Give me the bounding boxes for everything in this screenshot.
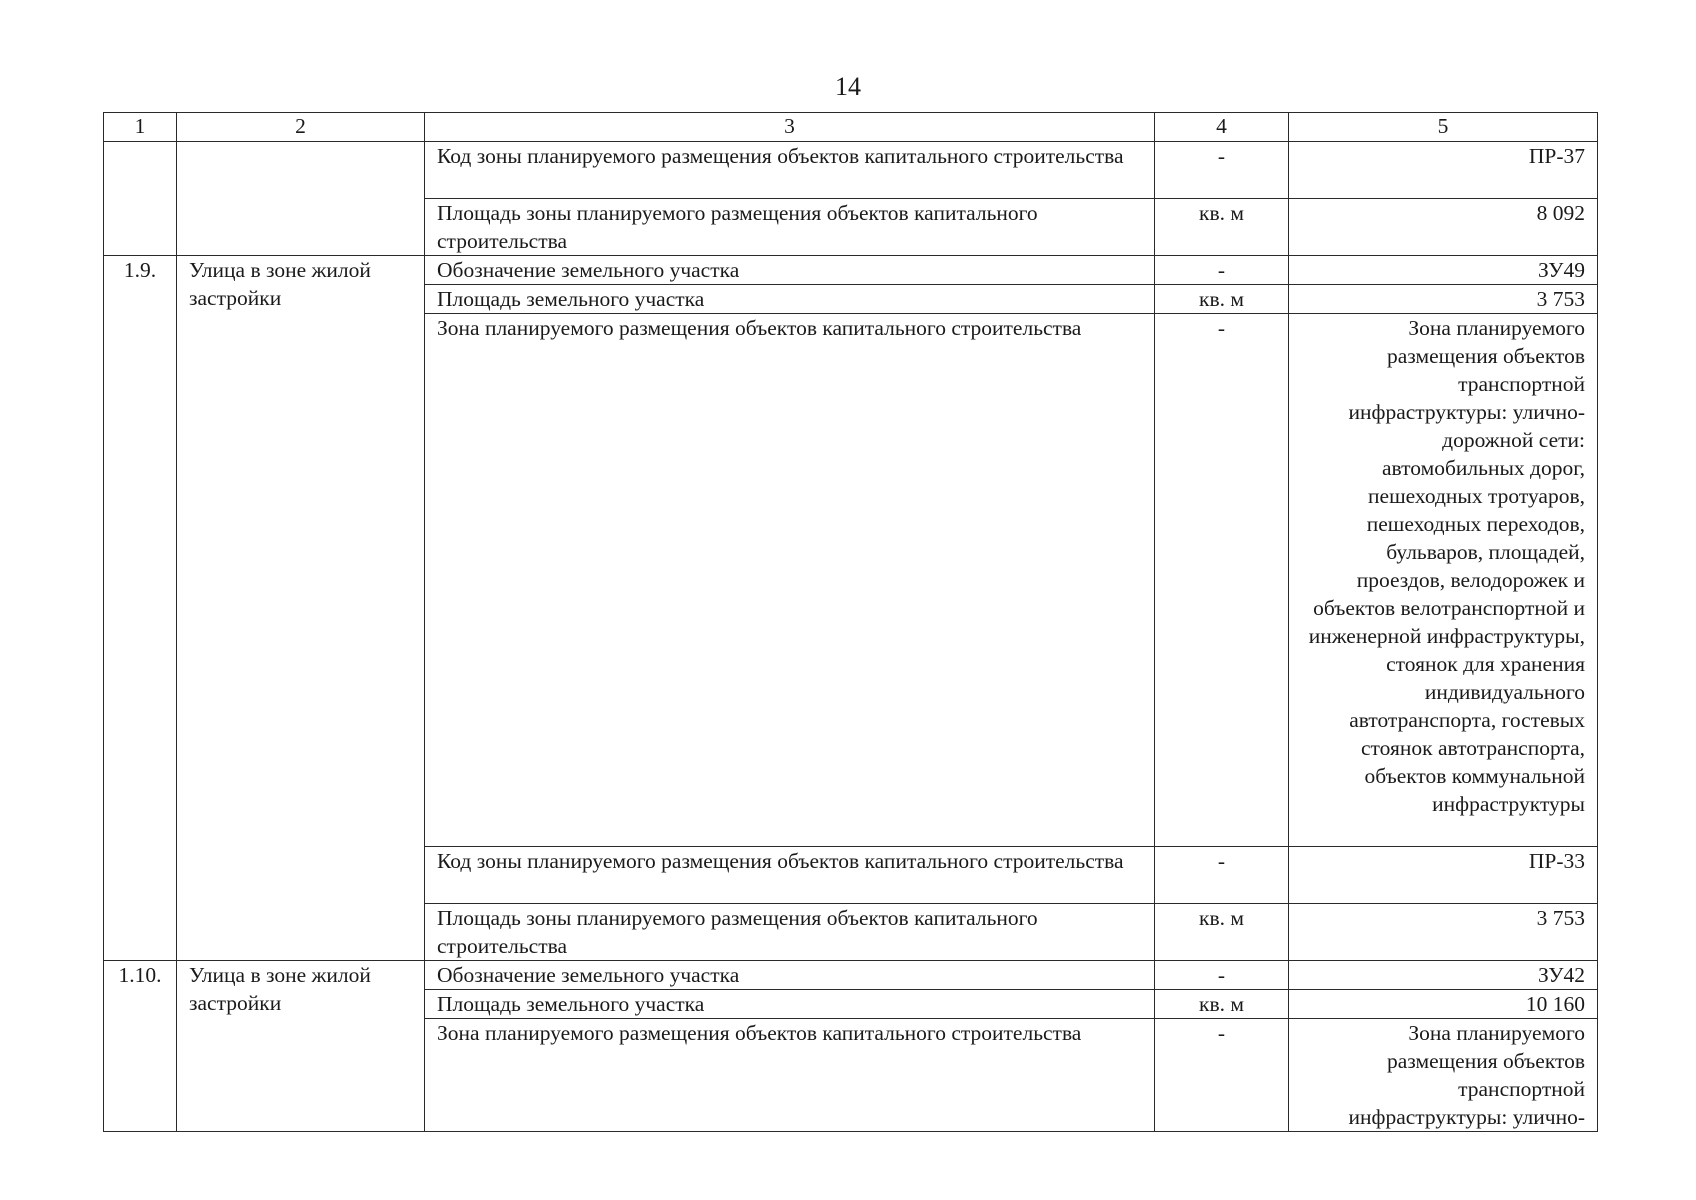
unit-cell: - [1155, 1019, 1289, 1132]
parameter-cell: Площадь зоны планируемого размещения объектов капитального строительства [425, 904, 1155, 961]
value-cell: ПР-33 [1289, 847, 1598, 904]
parameter-cell: Площадь земельного участка [425, 990, 1155, 1019]
value-cell: 3 753 [1289, 904, 1598, 961]
parameter-cell: Площадь зоны планируемого размещения объектов капитального строительства [425, 199, 1155, 256]
parameter-cell: Зона планируемого размещения объектов капитального строительства [425, 314, 1155, 847]
unit-cell: - [1155, 314, 1289, 847]
parameter-cell: Обозначение земельного участка [425, 961, 1155, 990]
parameter-cell: Обозначение земельного участка [425, 256, 1155, 285]
page-number: 14 [835, 72, 861, 101]
unit-cell: - [1155, 847, 1289, 904]
unit-cell: кв. м [1155, 285, 1289, 314]
value-cell: ЗУ42 [1289, 961, 1598, 990]
item-number-cell: 1.9. [104, 256, 177, 961]
value-cell: Зона планируемого размещения объектов транспортной инфраструктуры: улично-дорожной сети: автомобильных дорог, пешеходных тротуаров, пешеходных переходов, бульваров, площадей, проездов, велодорожек и объектов велотранспортной и инженерной инфраструктуры, стоянок для хранения индивидуального автотранспорта, гостевых стоянок автотранспорта, объектов коммунальной инфраструктуры [1289, 314, 1598, 847]
table-row [104, 961, 1598, 990]
column-header-3: 3 [425, 113, 1155, 142]
parameter-cell: Площадь земельного участка [425, 285, 1155, 314]
item-name-cell: Улица в зоне жилой застройки [177, 961, 425, 1132]
value-cell: ЗУ49 [1289, 256, 1598, 285]
table-row [104, 256, 1598, 285]
table-row [104, 142, 1598, 199]
parameters-table [103, 112, 1598, 1132]
value-cell: 10 160 [1289, 990, 1598, 1019]
unit-cell: - [1155, 142, 1289, 199]
column-header-2: 2 [177, 113, 425, 142]
value-cell: ПР-37 [1289, 142, 1598, 199]
column-header-5: 5 [1289, 113, 1598, 142]
unit-cell: кв. м [1155, 904, 1289, 961]
unit-cell: кв. м [1155, 199, 1289, 256]
value-cell: 8 092 [1289, 199, 1598, 256]
table-header-row [104, 113, 1598, 142]
item-number-cell: 1.10. [104, 961, 177, 1132]
parameter-cell: Зона планируемого размещения объектов капитального строительства [425, 1019, 1155, 1132]
column-header-4: 4 [1155, 113, 1289, 142]
item-name-cell [177, 142, 425, 256]
item-number-cell [104, 142, 177, 256]
value-cell: Зона планируемого размещения объектов транспортной инфраструктуры: улично- [1289, 1019, 1598, 1132]
unit-cell: кв. м [1155, 990, 1289, 1019]
column-header-1: 1 [104, 113, 177, 142]
unit-cell: - [1155, 256, 1289, 285]
unit-cell: - [1155, 961, 1289, 990]
item-name-cell: Улица в зоне жилой застройки [177, 256, 425, 961]
value-cell: 3 753 [1289, 285, 1598, 314]
parameter-cell: Код зоны планируемого размещения объектов капитального строительства [425, 142, 1155, 199]
parameter-cell: Код зоны планируемого размещения объектов капитального строительства [425, 847, 1155, 904]
